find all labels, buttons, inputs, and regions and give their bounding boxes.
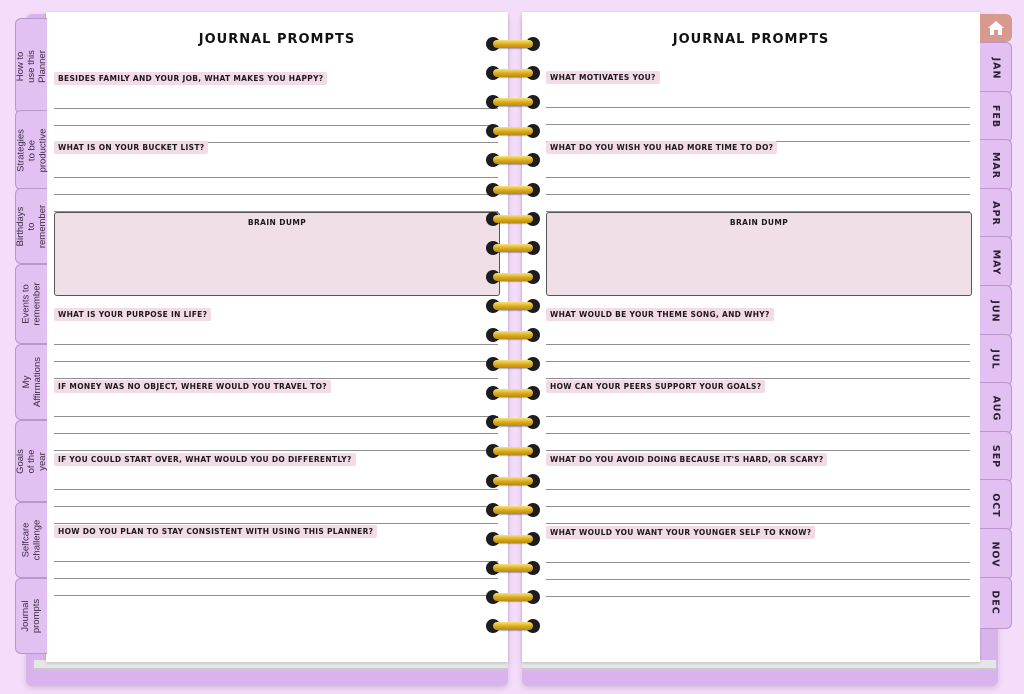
prompt-label: HOW DO YOU PLAN TO STAY CONSISTENT WITH USING THIS PLANNER?: [54, 525, 377, 538]
prompt-block: [54, 376, 498, 451]
month-label: SEP: [989, 445, 1001, 469]
prompt-label: WHAT DO YOU WISH YOU HAD MORE TIME TO DO?: [546, 141, 777, 154]
spiral-ring: [485, 502, 541, 518]
spiral-ring: [485, 269, 541, 285]
tab-how-to-use[interactable]: [15, 18, 47, 114]
home-tab[interactable]: [980, 14, 1012, 42]
writing-lines[interactable]: [54, 400, 498, 451]
tab-month-jun[interactable]: [980, 285, 1012, 337]
tab-month-jul[interactable]: [980, 334, 1012, 386]
month-label: JUN: [989, 299, 1001, 323]
prompt-block: [54, 449, 498, 524]
tab-affirmations[interactable]: [15, 344, 47, 420]
prompt-label: WHAT WOULD YOU WANT YOUR YOUNGER SELF TO KNOW?: [546, 526, 815, 539]
writing-lines[interactable]: [54, 92, 498, 143]
tab-month-mar[interactable]: [980, 139, 1012, 191]
spiral-ring: [485, 94, 541, 110]
writing-lines[interactable]: [546, 161, 970, 212]
prompt-label: IF MONEY WAS NO OBJECT, WHERE WOULD YOU TRAVEL TO?: [54, 380, 331, 393]
prompt-label: HOW CAN YOUR PEERS SUPPORT YOUR GOALS?: [546, 380, 765, 393]
tab-month-apr[interactable]: [980, 188, 1012, 240]
tab-month-dec[interactable]: [980, 577, 1012, 629]
prompt-block: [546, 449, 970, 524]
brain-dump-title: BRAIN DUMP: [247, 218, 307, 227]
spiral-ring: [485, 36, 541, 52]
spiral-ring: [485, 182, 541, 198]
tab-month-aug[interactable]: [980, 382, 1012, 434]
tab-month-may[interactable]: [980, 236, 1012, 288]
month-label: APR: [989, 201, 1001, 227]
spiral-ring: [485, 327, 541, 343]
tab-selfcare[interactable]: [15, 502, 47, 578]
writing-lines[interactable]: [54, 161, 498, 212]
writing-lines[interactable]: [54, 328, 498, 379]
prompt-block: [546, 304, 970, 379]
prompt-block: [54, 68, 498, 143]
prompt-block: [546, 67, 970, 142]
tab-label: Birthdays to remember: [15, 204, 48, 248]
month-label: NOV: [990, 540, 1001, 568]
writing-lines[interactable]: [546, 328, 970, 379]
spiral-ring: [485, 443, 541, 459]
month-label: JUL: [990, 349, 1001, 370]
tab-month-jan[interactable]: [980, 42, 1012, 94]
writing-lines[interactable]: [546, 546, 970, 597]
month-label: JAN: [990, 57, 1001, 79]
tab-month-feb[interactable]: [980, 91, 1012, 143]
tab-strategies[interactable]: [15, 110, 47, 190]
spiral-ring: [485, 531, 541, 547]
brain-dump-box[interactable]: [54, 212, 500, 296]
tab-goals[interactable]: [15, 420, 47, 502]
month-label: DEC: [989, 590, 1001, 615]
spiral-ring: [485, 473, 541, 489]
spiral-ring: [485, 414, 541, 430]
prompt-label: WHAT DO YOU AVOID DOING BECAUSE IT'S HARD, OR SCARY?: [546, 453, 827, 466]
right-page: [522, 12, 980, 662]
home-icon: [987, 20, 1005, 36]
tab-month-sep[interactable]: [980, 431, 1012, 483]
tab-month-oct[interactable]: [980, 479, 1012, 531]
writing-lines[interactable]: [546, 91, 970, 142]
prompt-label: WHAT WOULD BE YOUR THEME SONG, AND WHY?: [546, 308, 774, 321]
tab-label: How to use this Planner: [15, 49, 48, 83]
prompt-label: WHAT MOTIVATES YOU?: [546, 71, 660, 84]
prompt-label: WHAT IS ON YOUR BUCKET LIST?: [54, 141, 208, 154]
spiral-ring: [485, 240, 541, 256]
spiral-ring: [485, 560, 541, 576]
brain-dump-box[interactable]: [546, 212, 972, 296]
tab-birthdays[interactable]: [15, 188, 47, 264]
prompt-label: WHAT IS YOUR PURPOSE IN LIFE?: [54, 308, 211, 321]
month-label: MAR: [990, 151, 1001, 179]
spiral-ring: [485, 356, 541, 372]
tab-journal-prompts[interactable]: [15, 578, 47, 654]
tab-label: My Affirmations: [20, 357, 43, 407]
prompt-block: [54, 521, 498, 596]
tab-label: Strategies to be productive: [15, 128, 49, 172]
prompt-block: [546, 522, 970, 597]
brain-dump-title: BRAIN DUMP: [729, 218, 789, 227]
writing-lines[interactable]: [54, 473, 498, 524]
tab-label: Goals of the year: [15, 448, 48, 474]
spiral-ring: [485, 385, 541, 401]
tab-label: Journal prompts: [20, 598, 43, 634]
tab-label: Events to remember: [20, 282, 43, 326]
writing-lines[interactable]: [546, 473, 970, 524]
prompt-block: [54, 304, 498, 379]
tab-month-nov[interactable]: [980, 528, 1012, 580]
spiral-binding: [485, 36, 541, 636]
spiral-ring: [485, 65, 541, 81]
spiral-ring: [485, 298, 541, 314]
writing-lines[interactable]: [546, 400, 970, 451]
prompt-block: [546, 376, 970, 451]
tab-events[interactable]: [15, 264, 47, 344]
page-title: JOURNAL PROMPTS: [198, 32, 356, 47]
spiral-ring: [485, 152, 541, 168]
left-page: [46, 12, 508, 662]
month-label: FEB: [989, 104, 1001, 129]
month-label: MAY: [990, 249, 1001, 276]
month-label: OCT: [990, 493, 1001, 518]
month-label: AUG: [989, 395, 1001, 421]
writing-lines[interactable]: [54, 545, 498, 596]
spiral-ring: [485, 618, 541, 634]
spiral-ring: [485, 589, 541, 605]
prompt-block: [54, 137, 498, 212]
prompt-label: BESIDES FAMILY AND YOUR JOB, WHAT MAKES YOU HAPPY?: [54, 72, 327, 85]
prompt-block: [546, 137, 970, 212]
page-title: JOURNAL PROMPTS: [672, 32, 830, 47]
spiral-ring: [485, 123, 541, 139]
tab-label: Selfcare challenge: [20, 519, 43, 561]
spiral-ring: [485, 211, 541, 227]
prompt-label: IF YOU COULD START OVER, WHAT WOULD YOU DO DIFFERENTLY?: [54, 453, 356, 466]
